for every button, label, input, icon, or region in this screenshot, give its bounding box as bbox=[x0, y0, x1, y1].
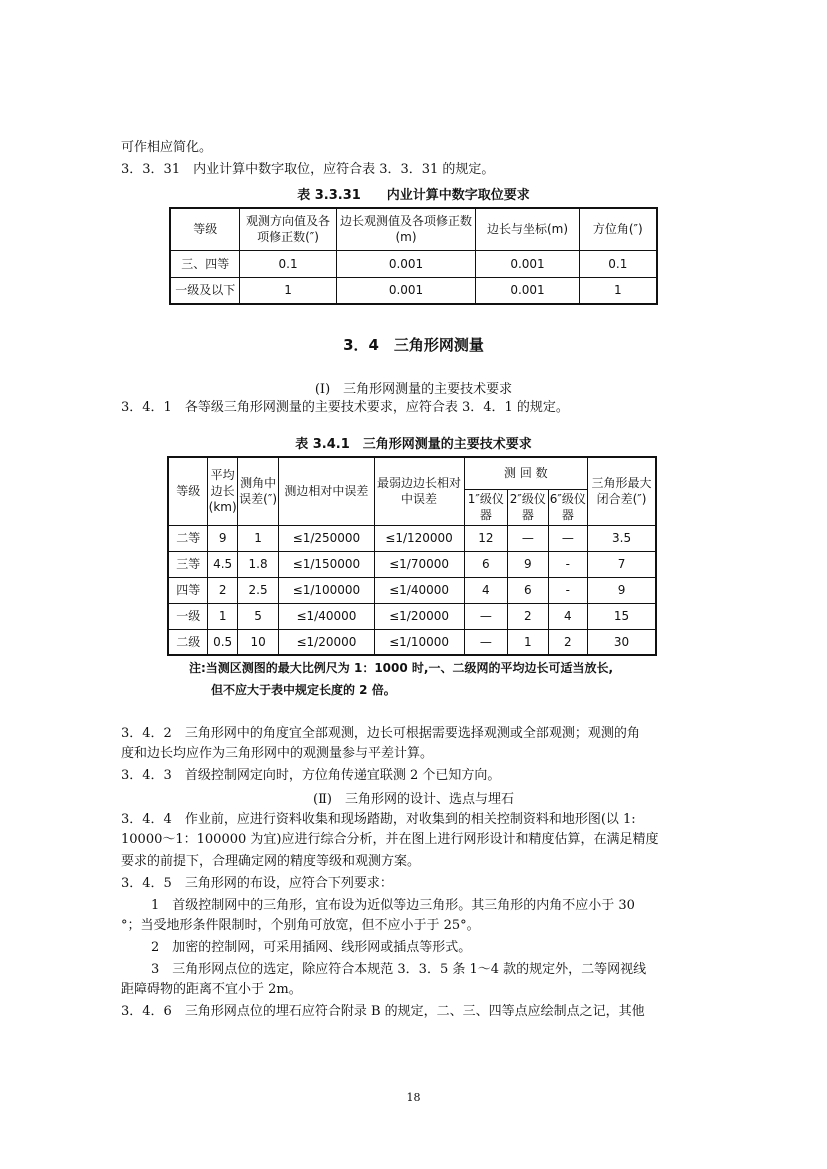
table-cell: 7 bbox=[588, 551, 656, 577]
clause-3-4-5: 3．4．5 三角形网的布设，应符合下列要求： bbox=[121, 876, 393, 891]
table-cell: 一级 bbox=[168, 603, 208, 629]
table-cell: ≤1/40000 bbox=[279, 603, 374, 629]
table-cell: 9 bbox=[588, 577, 656, 603]
table-cell: 三、四等 bbox=[170, 250, 240, 277]
table-row bbox=[168, 603, 656, 629]
clause-3-3-31: 3．3．31 内业计算中数字取位，应符合表 3．3．31 的规定。 bbox=[121, 162, 495, 177]
table-cell: 2 bbox=[208, 577, 237, 603]
table-cell: ≤1/20000 bbox=[279, 629, 374, 655]
table-note-line-2: 但不应大于表中规定长度的 2 倍。 bbox=[211, 683, 396, 697]
col-header: 观测方向值及各项修正数(″) bbox=[240, 208, 336, 250]
table-cell: 0.001 bbox=[336, 277, 476, 304]
table-cell: ≤1/10000 bbox=[374, 629, 464, 655]
table-cell: 30 bbox=[588, 629, 656, 655]
table-cell: 9 bbox=[508, 551, 548, 577]
table-3-3-31 bbox=[169, 207, 658, 305]
table-cell: 1.8 bbox=[237, 551, 279, 577]
table-cell: ≤1/20000 bbox=[374, 603, 464, 629]
item-2: 2 加密的控制网，可采用插网、线形网或插点等形式。 bbox=[151, 940, 472, 955]
section-heading: 3．4 三角形网测量 bbox=[343, 336, 484, 354]
table-cell: ≤1/150000 bbox=[279, 551, 374, 577]
col-header-inst1: 1″级仪器 bbox=[464, 489, 508, 525]
table-cell: 二级 bbox=[168, 629, 208, 655]
table-cell: 1 bbox=[237, 525, 279, 551]
col-header-inst2: 2″级仪器 bbox=[508, 489, 548, 525]
col-header-grade: 等级 bbox=[168, 457, 208, 525]
clause-3-4-3: 3．4．3 首级控制网定向时，方位角传递宜联测 2 个已知方向。 bbox=[121, 768, 501, 783]
item-1-line-2: °；当受地形条件限制时，个别角可放宽，但不应小于于 25°。 bbox=[121, 918, 480, 933]
table2-caption: 表 3.4.1 三角形网测量的主要技术要求 bbox=[295, 437, 532, 452]
table-cell: 9 bbox=[208, 525, 237, 551]
col-header: 等级 bbox=[170, 208, 240, 250]
table-cell: 0.1 bbox=[240, 250, 336, 277]
intro-line: 可作相应简化。 bbox=[121, 140, 213, 155]
clause-3-4-4-line-1: 3．4．4 作业前，应进行资料收集和现场踏勘，对收集到的相关控制资料和地形图(以 1: bbox=[121, 812, 636, 827]
subsection-heading-2: (Ⅱ) 三角形网的设计、选点与埋石 bbox=[313, 792, 514, 807]
table-cell: 1 bbox=[208, 603, 237, 629]
col-header-inst6: 6″级仪器 bbox=[548, 489, 587, 525]
table-cell: 4 bbox=[548, 603, 587, 629]
table-cell: 15 bbox=[588, 603, 656, 629]
table-cell: 2 bbox=[508, 603, 548, 629]
table-cell: 二等 bbox=[168, 525, 208, 551]
col-header: 边长与坐标(m) bbox=[476, 208, 579, 250]
col-header-closure: 三角形最大闭合差(″) bbox=[588, 457, 656, 525]
table-row bbox=[168, 525, 656, 551]
table-cell: 12 bbox=[464, 525, 508, 551]
table-cell: ≤1/250000 bbox=[279, 525, 374, 551]
col-header-rounds: 测 回 数 bbox=[464, 457, 588, 489]
col-header-weakest-side: 最弱边边长相对中误差 bbox=[374, 457, 464, 525]
item-1-line-1: 1 首级控制网中的三角形，宜布设为近似等边三角形。其三角形的内角不应小于 30 bbox=[151, 898, 635, 913]
col-header-side-error: 测边相对中误差 bbox=[279, 457, 374, 525]
table-cell: — bbox=[464, 629, 508, 655]
table-cell: - bbox=[548, 577, 587, 603]
table-cell: 10 bbox=[237, 629, 279, 655]
table-cell: 一级及以下 bbox=[170, 277, 240, 304]
table-cell: 1 bbox=[579, 277, 657, 304]
table-cell: 三等 bbox=[168, 551, 208, 577]
col-header-angle-error: 测角中误差(″) bbox=[237, 457, 279, 525]
table-cell: 5 bbox=[237, 603, 279, 629]
table-row bbox=[168, 629, 656, 655]
table-cell: ≤1/100000 bbox=[279, 577, 374, 603]
clause-3-4-1: 3．4．1 各等级三角形网测量的主要技术要求，应符合表 3．4．1 的规定。 bbox=[121, 400, 569, 415]
table-row bbox=[170, 277, 657, 304]
table-cell: 3.5 bbox=[588, 525, 656, 551]
table-row bbox=[168, 551, 656, 577]
table-cell: — bbox=[548, 525, 587, 551]
col-header: 方位角(″) bbox=[579, 208, 657, 250]
table1-caption: 表 3.3.31 内业计算中数字取位要求 bbox=[297, 188, 530, 203]
clause-3-4-4-line-3: 要求的前提下，合理确定网的精度等级和观测方案。 bbox=[121, 854, 421, 869]
table-cell: ≤1/40000 bbox=[374, 577, 464, 603]
table-cell: 6 bbox=[464, 551, 508, 577]
item-3-line-2: 距障碍物的距离不宜小于 2m。 bbox=[121, 982, 302, 997]
table-cell: 2 bbox=[548, 629, 587, 655]
clause-3-4-6: 3．4．6 三角形网点位的埋石应符合附录 B 的规定，二、三、四等点应绘制点之记，其他 bbox=[121, 1004, 645, 1019]
table-header-row bbox=[170, 208, 657, 250]
clause-3-4-4-line-2: 10000～1：100000 为宜)应进行综合分析，并在图上进行网形设计和精度估算，在满足精度 bbox=[121, 832, 659, 847]
table-cell: 6 bbox=[508, 577, 548, 603]
table-cell: ≤1/70000 bbox=[374, 551, 464, 577]
col-header-avg-side: 平均边长(km) bbox=[208, 457, 237, 525]
table-cell: - bbox=[548, 551, 587, 577]
table-cell: 4 bbox=[464, 577, 508, 603]
item-3-line-1: 3 三角形网点位的选定，除应符合本规范 3．3．5 条 1～4 款的规定外，二等网视线 bbox=[151, 962, 647, 977]
table-cell: 0.001 bbox=[476, 277, 579, 304]
table-header-row bbox=[168, 457, 656, 489]
table-cell: 0.1 bbox=[579, 250, 657, 277]
table-cell: — bbox=[508, 525, 548, 551]
table-cell: 2.5 bbox=[237, 577, 279, 603]
page-number: 18 bbox=[406, 1091, 421, 1104]
subsection-heading-1: (Ⅰ) 三角形网测量的主要技术要求 bbox=[314, 382, 513, 397]
clause-3-4-2-line-2: 度和边长均应作为三角形网中的观测量参与平差计算。 bbox=[121, 746, 434, 761]
table-cell: 4.5 bbox=[208, 551, 237, 577]
table-row bbox=[168, 577, 656, 603]
col-header: 边长观测值及各项修正数(m) bbox=[336, 208, 476, 250]
table-cell: 1 bbox=[240, 277, 336, 304]
table-cell: ≤1/120000 bbox=[374, 525, 464, 551]
table-cell: 四等 bbox=[168, 577, 208, 603]
table-cell: 0.5 bbox=[208, 629, 237, 655]
clause-3-4-2-line-1: 3．4．2 三角形网中的角度宜全部观测，边长可根据需要选择观测或全部观测；观测的角 bbox=[121, 726, 640, 741]
table-cell: — bbox=[464, 603, 508, 629]
table-cell: 0.001 bbox=[336, 250, 476, 277]
table-row bbox=[170, 250, 657, 277]
table-cell: 0.001 bbox=[476, 250, 579, 277]
table-note-line-1: 注:当测区测图的最大比例尺为 1：1000 时,一、二级网的平均边长可适当放长, bbox=[189, 661, 614, 675]
table-3-4-1 bbox=[167, 456, 657, 656]
table-cell: 1 bbox=[508, 629, 548, 655]
